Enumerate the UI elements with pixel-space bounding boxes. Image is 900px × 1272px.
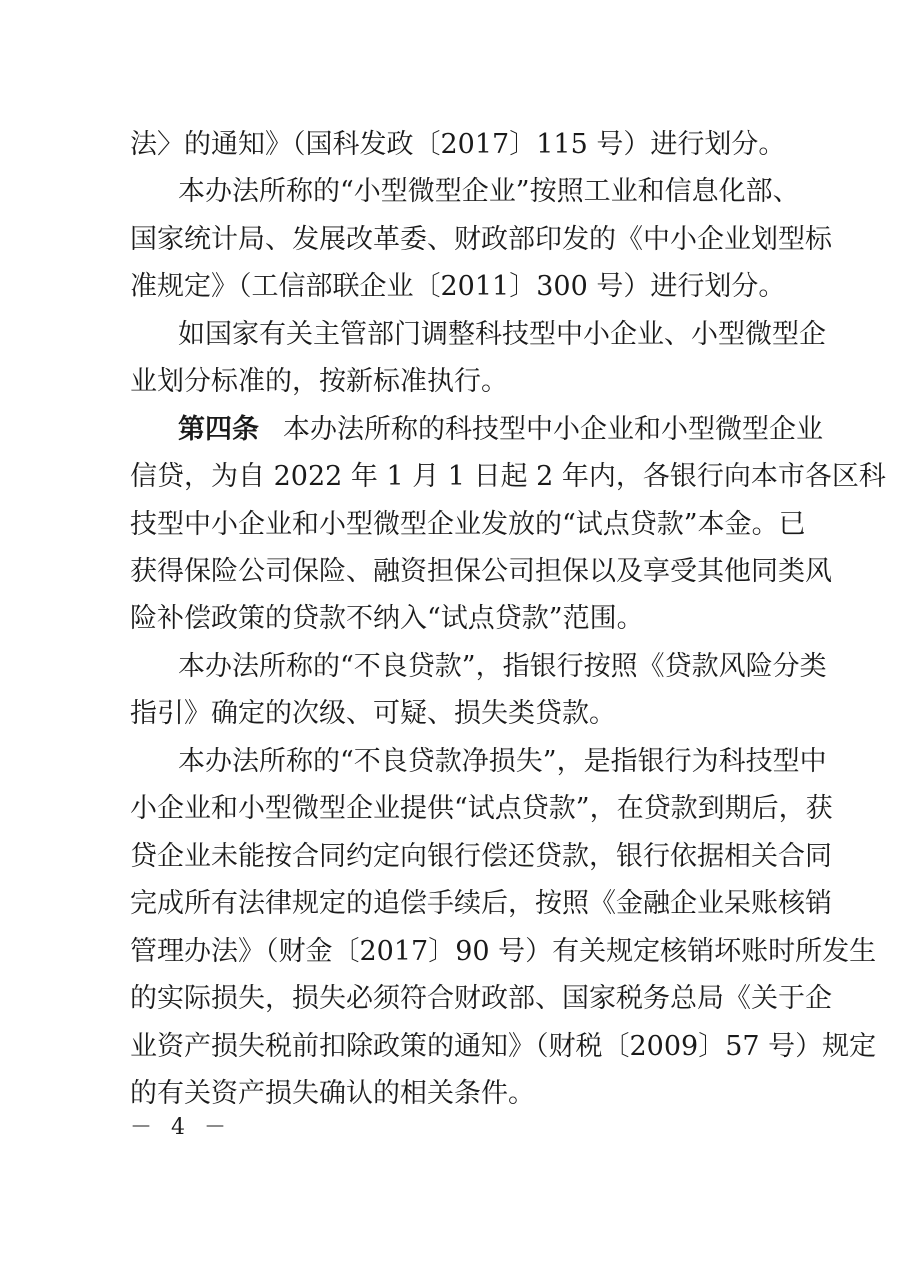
page-number: － 4 － <box>130 1115 232 1140</box>
paragraph-line: 国家统计局、发展改革委、财政部印发的《中小企业划型标 <box>130 224 832 255</box>
paragraph-line: 如国家有关主管部门调整科技型中小企业、小型微型企 <box>178 319 826 350</box>
paragraph-line: 信贷，为自 2022 年 1 月 1 日起 2 年内，各银行向本市各区科 <box>130 461 886 492</box>
paragraph-line: 的实际损失，损失必须符合财政部、国家税务总局《关于企 <box>130 983 832 1014</box>
paragraph-line: 业资产损失税前扣除政策的通知》（财税〔2009〕57 号）规定 <box>130 1031 877 1062</box>
paragraph-line: 技型中小企业和小型微型企业发放的“试点贷款”本金。已 <box>130 509 806 540</box>
paragraph-line: 获得保险公司保险、融资担保公司担保以及享受其他同类风 <box>130 556 832 587</box>
paragraph-line: 小企业和小型微型企业提供“试点贷款”，在贷款到期后，获 <box>130 793 833 824</box>
paragraph-text: 本办法所称的科技型中小企业和小型微型企业 <box>283 414 823 445</box>
paragraph-line: 管理办法》（财金〔2017〕90 号）有关规定核销坏账时所发生 <box>130 936 877 967</box>
paragraph-line: 贷企业未能按合同约定向银行偿还贷款，银行依据相关合同 <box>130 841 832 872</box>
article-label: 第四条 <box>178 414 259 445</box>
paragraph-line: 完成所有法律规定的追偿手续后，按照《金融企业呆账核销 <box>130 888 832 919</box>
paragraph-line: 本办法所称的“不良贷款净损失”，是指银行为科技型中 <box>178 746 827 777</box>
paragraph-line: 险补偿政策的贷款不纳入“试点贷款”范围。 <box>130 603 644 634</box>
paragraph-line: 本办法所称的“不良贷款”，指银行按照《贷款风险分类 <box>178 651 827 682</box>
paragraph-line: 法〉的通知》（国科发政〔2017〕115 号）进行划分。 <box>130 129 786 160</box>
article-first-line <box>178 414 823 445</box>
paragraph-line: 指引》确定的次级、可疑、损失类贷款。 <box>130 698 616 729</box>
paragraph-line: 业划分标准的，按新标准执行。 <box>130 366 508 397</box>
paragraph-line: 本办法所称的“小型微型企业”按照工业和信息化部、 <box>178 176 800 207</box>
paragraph-line: 的有关资产损失确认的相关条件。 <box>130 1078 535 1109</box>
paragraph-line: 准规定》（工信部联企业〔2011〕300 号）进行划分。 <box>130 271 786 302</box>
